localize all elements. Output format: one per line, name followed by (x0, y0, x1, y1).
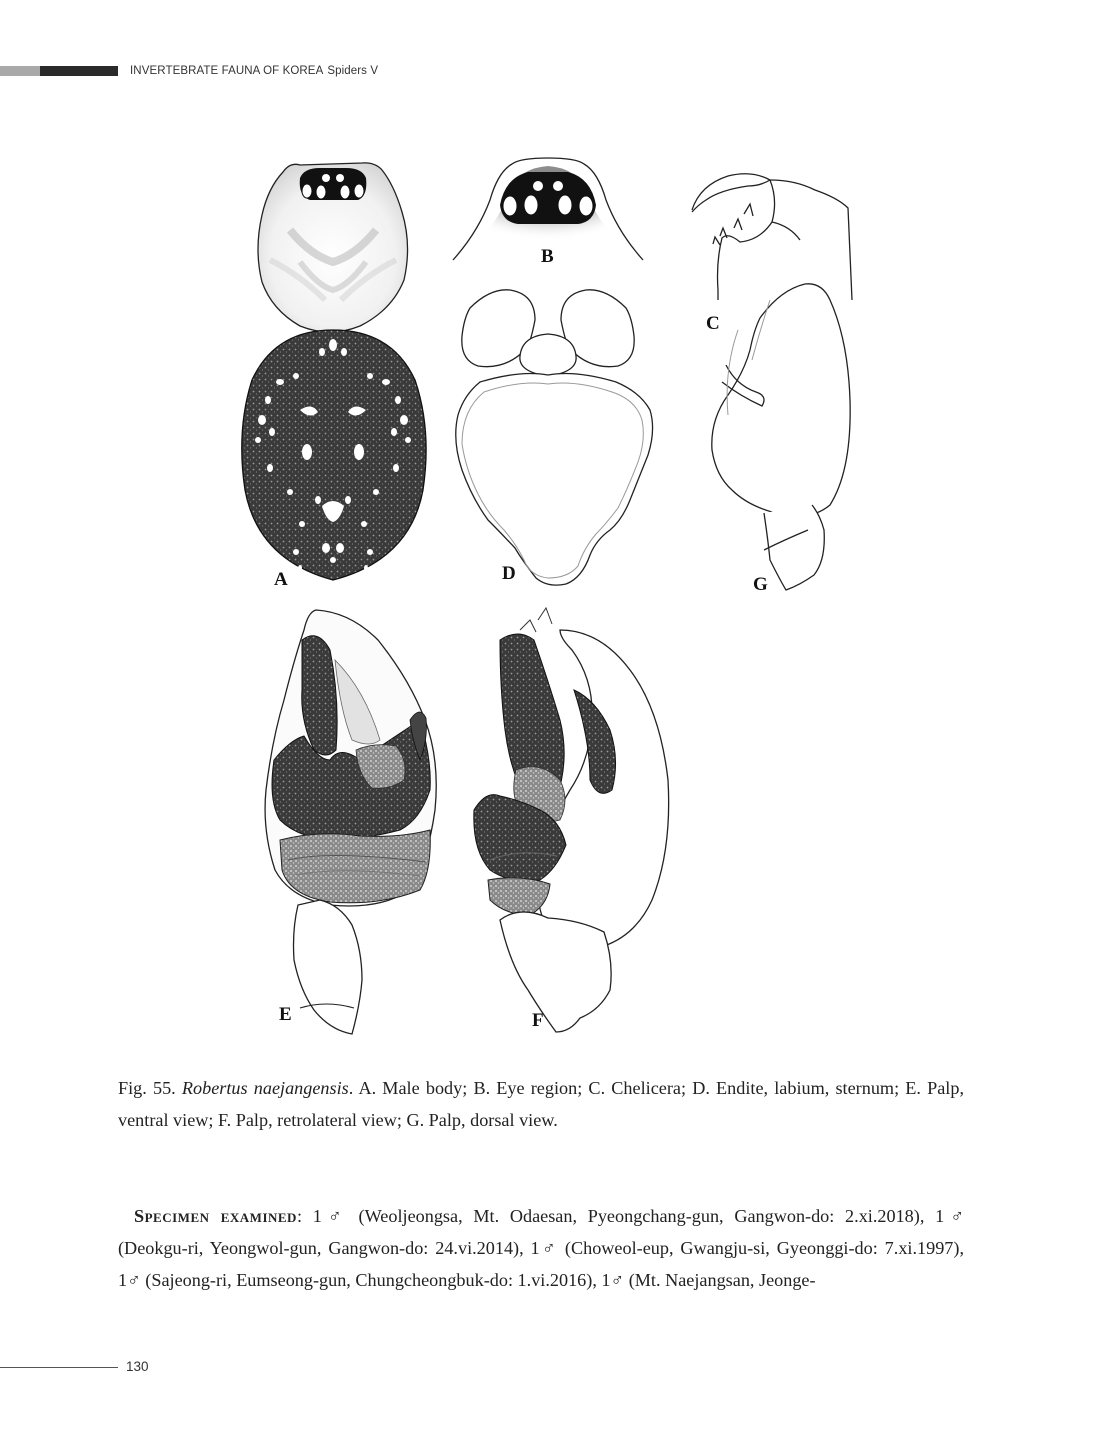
caption-species: Robertus naejangensis (181, 1078, 349, 1098)
specimen-text: : 1♂ (Weoljeongsa, Mt. Odaesan, Pyeongchang-gun, Gangwon-do: 2.xi.2018), 1♂ (Deokgu-ri, Yeongwol-gun, Gangwon-do: 24.vi.2014), 1♂ (Choweol-eup, Gwangju-si, Gyeonggi-do: 7.xi.1997), 1♂ (Sajeong-ri, Eumseong-gun, Chungcheongbuk-do: 1.vi.2016), 1♂ (Mt. Naejangsan, Jeonge- (118, 1206, 964, 1290)
panel-d-endite-labium-sternum (456, 290, 653, 585)
caption-text: . A. Male body; B. Eye region; C. Chelicera; D. Endite, labium, sternum; E. Palp, ventral view; F. Palp, retrolateral view; G. Palp, dorsal view. (118, 1078, 965, 1130)
header-subtitle: Spiders V (327, 65, 379, 77)
specimen-heading: Specimen examined (134, 1206, 297, 1226)
panel-g-palp-dorsal (712, 284, 850, 595)
specimen-examined (118, 1200, 964, 1296)
panel-f-palp-retrolateral (474, 608, 669, 1032)
panel-label-f: F (532, 1010, 544, 1031)
caption-prefix: Fig. 55. (118, 1078, 176, 1098)
panel-label-d: D (502, 563, 516, 584)
panel-label-a: A (274, 569, 288, 590)
abdomen (242, 330, 426, 580)
footer-rule (0, 1367, 118, 1368)
panel-label-c: C (706, 313, 720, 334)
panel-label-e: E (279, 1004, 292, 1025)
panel-e-palp-ventral (265, 610, 436, 1034)
page-number: 130 (126, 1359, 149, 1374)
figure-caption (118, 1072, 964, 1136)
panel-label-g: G (753, 574, 768, 595)
header-title: INVERTEBRATE FAUNA OF KOREA (130, 65, 324, 77)
panel-b-eye-region (453, 158, 643, 267)
panel-label-b: B (541, 246, 554, 267)
panel-a-male-body (242, 163, 426, 590)
